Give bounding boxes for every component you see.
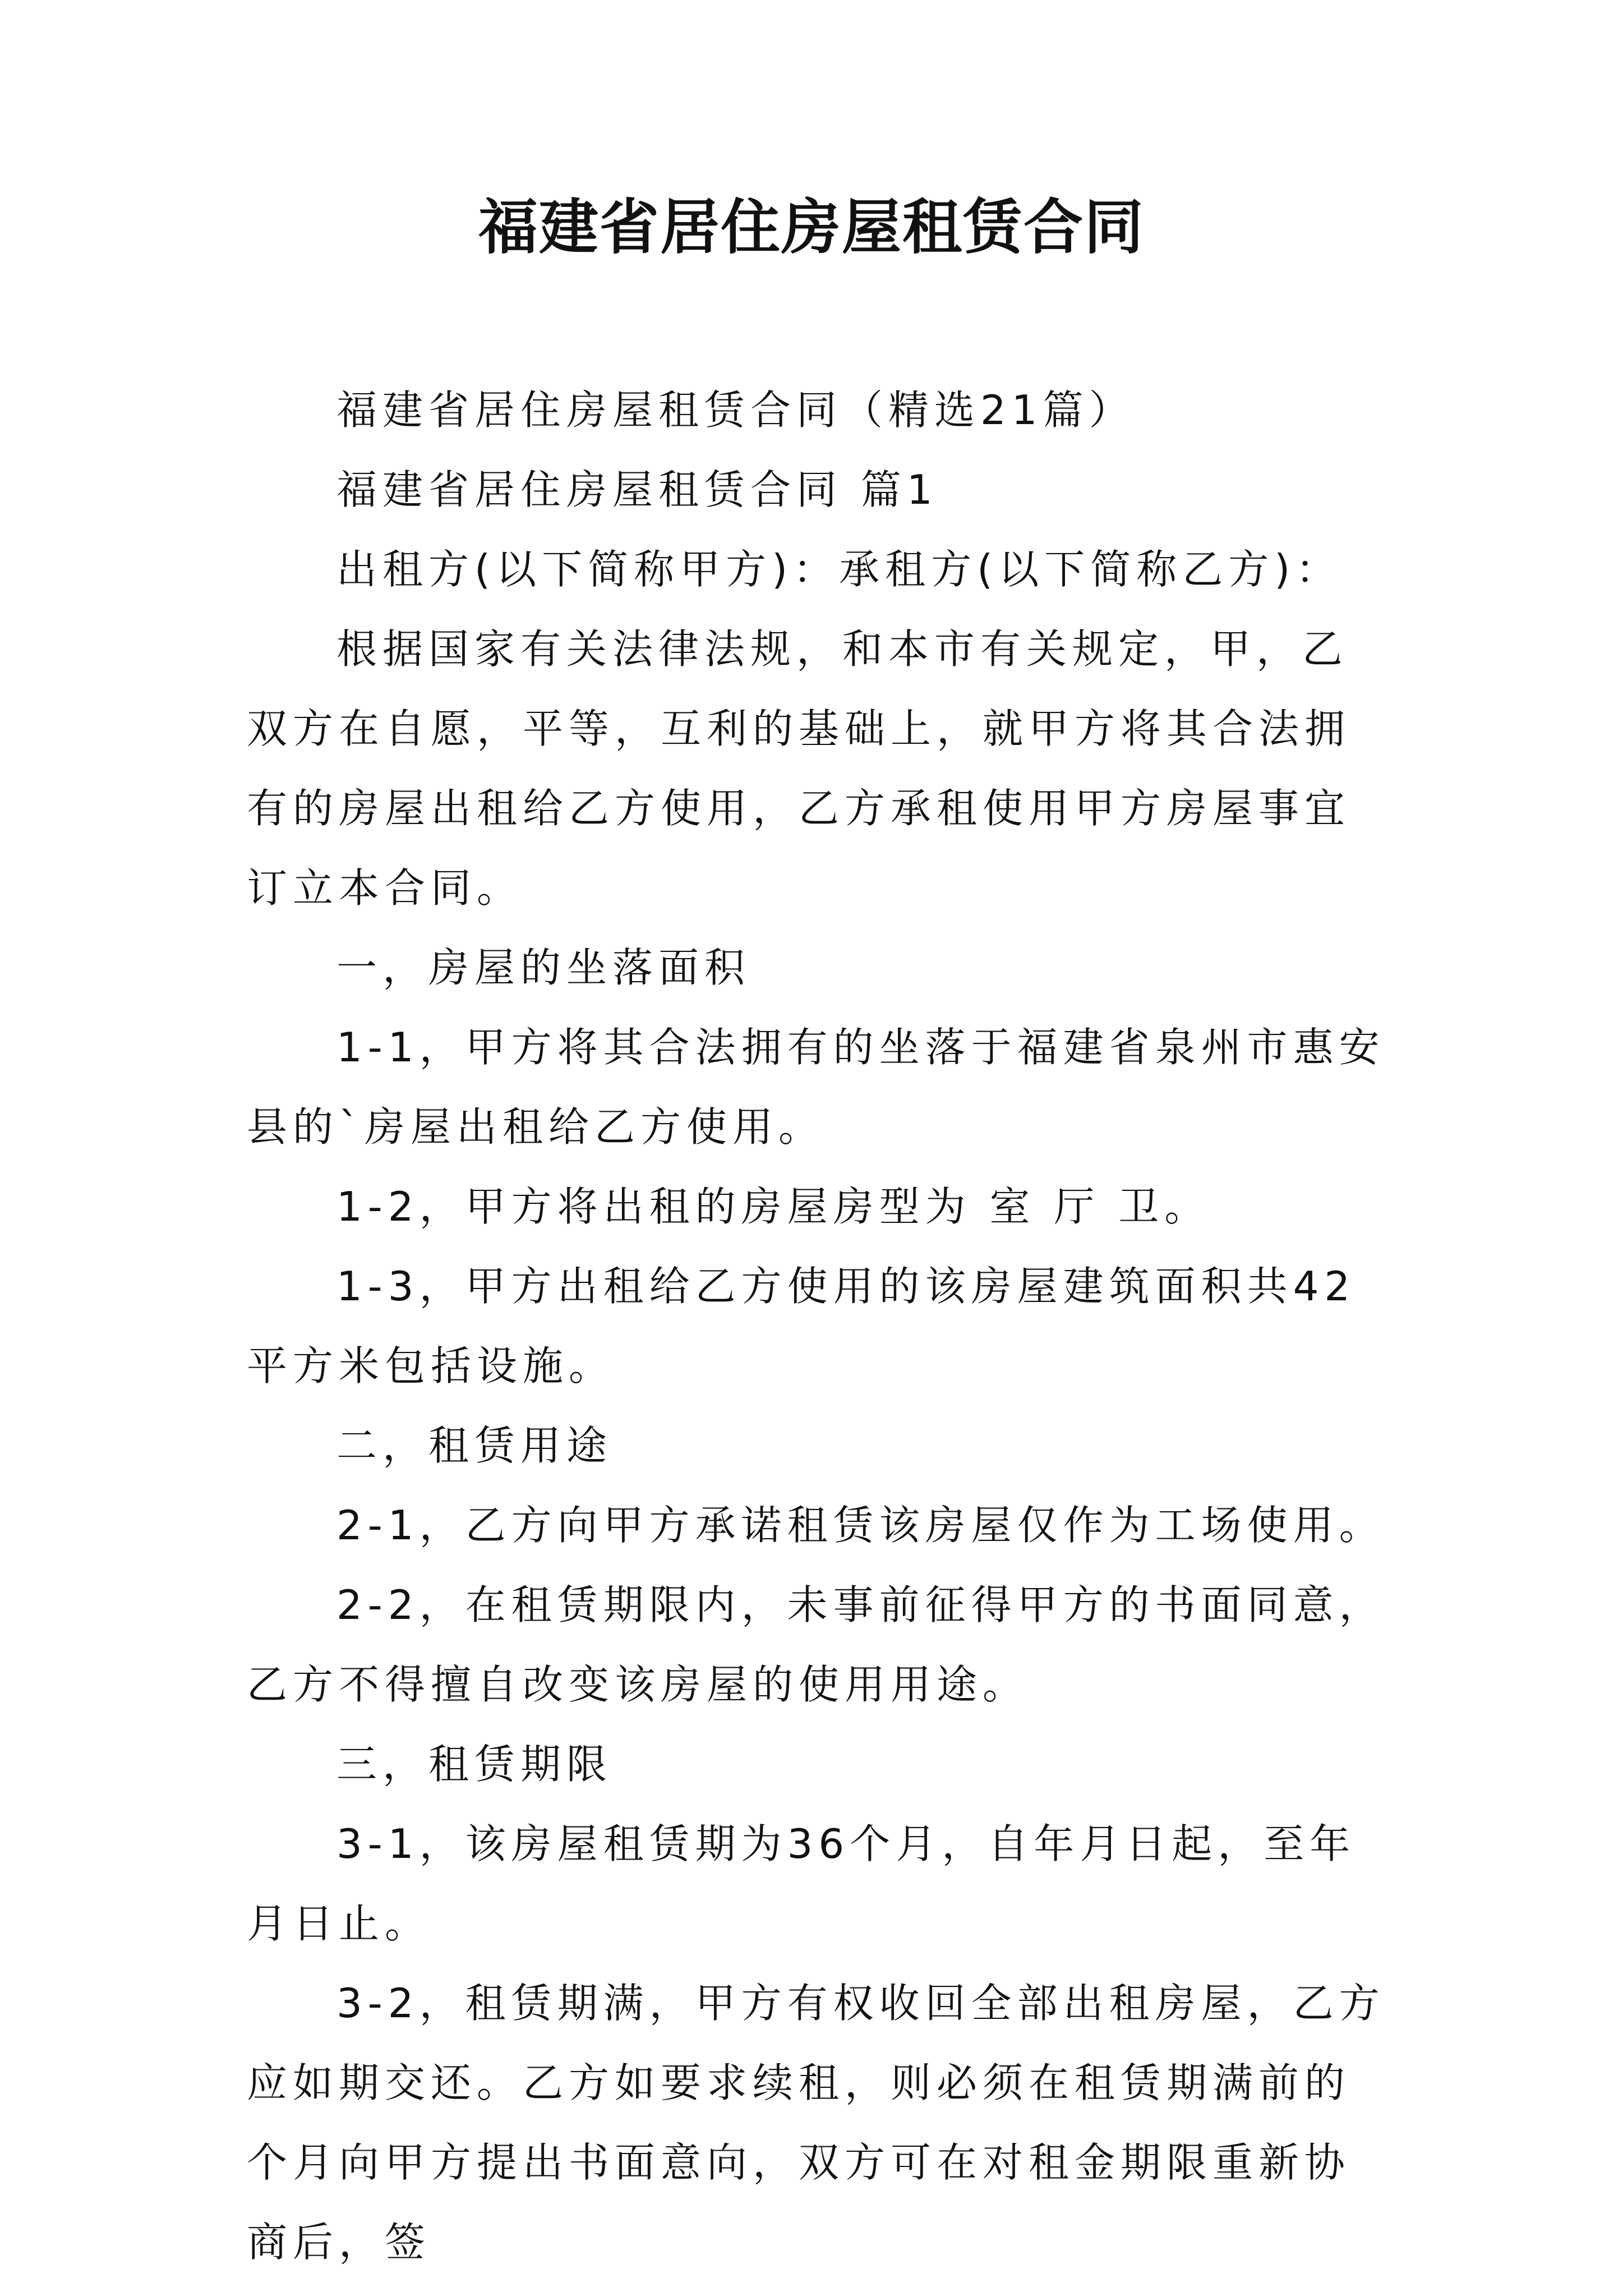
clause-heading: 三，租赁期限 bbox=[336, 1741, 613, 1788]
clause-paragraph: 1-2，甲方将出租的房屋房型为 室 厅 卫。 bbox=[336, 1183, 1211, 1230]
clause-paragraph: 2-1，乙方向甲方承诺租赁该房屋仅作为工场使用。 bbox=[336, 1502, 1385, 1549]
document-subtitle: 福建省居住房屋租赁合同（精选21篇） bbox=[336, 386, 1135, 434]
clause-heading: 二，租赁用途 bbox=[336, 1422, 613, 1469]
preamble-paragraph: 根据国家有关法律法规，和本市有关规定，甲，乙双方在自愿，平等，互利的基础上，就甲方将其合法拥有的房屋出租给乙方使用，乙方承租使用甲方房屋事宜订立本合同。 bbox=[247, 625, 1351, 912]
section-heading: 福建省居住房屋租赁合同 篇1 bbox=[336, 466, 938, 513]
clause-paragraph: 1-3，甲方出租给乙方使用的该房屋建筑面积共42平方米包括设施。 bbox=[247, 1263, 1356, 1389]
clause-paragraph: 2-2，在租赁期限内，未事前征得甲方的书面同意，乙方不得擅自改变该房屋的使用用途。 bbox=[247, 1581, 1385, 1708]
clause-heading: 一，房屋的坐落面积 bbox=[336, 944, 751, 991]
document-body bbox=[247, 370, 1391, 2282]
parties-line: 出租方(以下简称甲方)：承租方(以下简称乙方)： bbox=[336, 546, 1342, 593]
document-title: 福建省居住房屋租赁合同 bbox=[478, 192, 1145, 262]
clause-paragraph: 1-1，甲方将其合法拥有的坐落于福建省泉州市惠安县的`房屋出租给乙方使用。 bbox=[247, 1024, 1385, 1151]
clause-paragraph: 3-2，租赁期满，甲方有权收回全部出租房屋，乙方应如期交还。乙方如要求续租，则必须在租赁期满前的 个月向甲方提出书面意向，双方可在对租金期限重新协商后，签 bbox=[247, 1980, 1385, 2266]
clause-paragraph: 3-1，该房屋租赁期为36个月，自年月日起，至年月日止。 bbox=[247, 1820, 1356, 1947]
